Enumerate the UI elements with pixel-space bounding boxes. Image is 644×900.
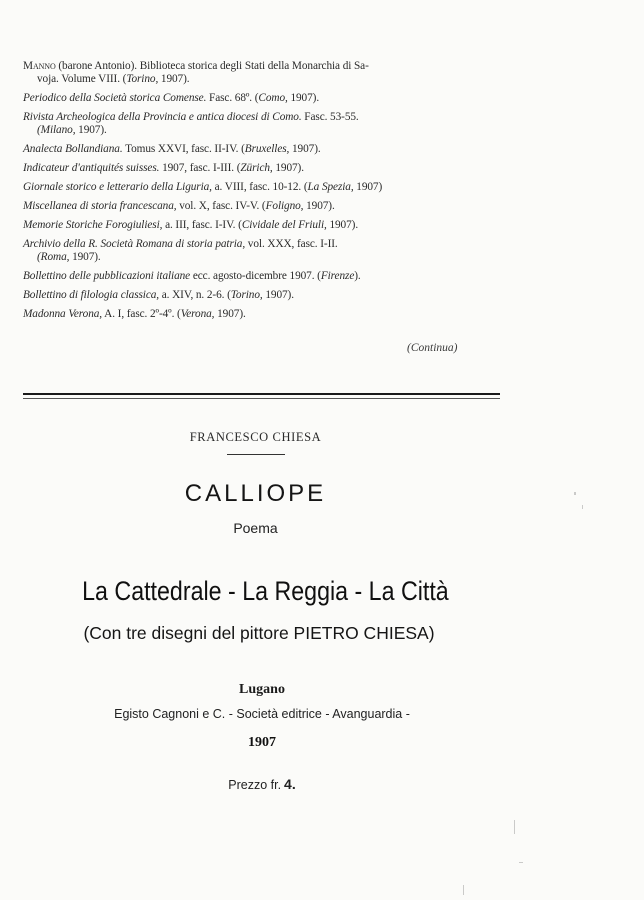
reference-text: (barone Antonio). Biblioteca storica degli Stati della Monarchia di Sa- bbox=[55, 60, 369, 72]
reference-title: Miscellanea di storia francescana, bbox=[23, 200, 177, 212]
reference-details: a. VIII, fasc. 10-12. ( bbox=[211, 181, 308, 193]
reference-title: Periodico della Società storica Comense. bbox=[23, 92, 207, 104]
reference-year: 1907). bbox=[303, 200, 335, 212]
reference-entry bbox=[23, 60, 498, 86]
reference-details: vol. XXX, fasc. I-II. bbox=[245, 238, 338, 250]
reference-year: 1907). bbox=[262, 289, 294, 301]
reference-place: Torino, bbox=[230, 289, 263, 301]
reference-details: vol. X, fasc. IV-V. ( bbox=[176, 200, 266, 212]
advert-publisher: Egisto Cagnoni e C. - Società editrice - Avanguardia - bbox=[114, 707, 410, 721]
reference-year: 1907). bbox=[272, 162, 304, 174]
reference-entry bbox=[23, 289, 498, 302]
price-label: Prezzo fr. bbox=[228, 778, 282, 792]
reference-place: Zürich, bbox=[240, 162, 273, 174]
reference-entry bbox=[23, 200, 498, 213]
reference-title: Bollettino delle pubblicazioni italiane bbox=[23, 270, 191, 282]
advert-author: FRANCESCO CHIESA bbox=[189, 430, 322, 444]
paper-speck bbox=[519, 862, 523, 863]
reference-details: 1907, fasc. I-III. ( bbox=[159, 162, 241, 174]
reference-title: Giornale storico e letterario della Liguria, bbox=[23, 181, 212, 193]
reference-place: Cividale del Friuli, bbox=[241, 219, 327, 231]
reference-place: Como, bbox=[258, 92, 288, 104]
reference-entry bbox=[23, 238, 498, 264]
reference-details: a. XIV, n. 2-6. ( bbox=[159, 289, 231, 301]
paper-speck bbox=[582, 505, 583, 509]
advert-subtitle: Poema bbox=[233, 520, 278, 536]
reference-place: La Spezia, bbox=[307, 181, 354, 193]
reference-entry bbox=[23, 219, 498, 232]
reference-entry bbox=[23, 270, 498, 283]
reference-entry bbox=[23, 162, 498, 175]
reference-year: ). bbox=[354, 270, 361, 282]
reference-entry bbox=[23, 181, 498, 194]
reference-continuation: (Milano, 1907). bbox=[37, 124, 107, 136]
divider-rule-thin bbox=[23, 398, 500, 399]
price-value: 4. bbox=[284, 776, 296, 792]
short-divider bbox=[227, 454, 285, 455]
reference-details: ecc. agosto-dicembre 1907. ( bbox=[190, 270, 321, 282]
paper-speck bbox=[463, 885, 464, 895]
advert-title: CALLIOPE bbox=[184, 480, 327, 507]
reference-place: Foligno, bbox=[265, 200, 304, 212]
reference-title: Bollettino di filologia classica, bbox=[23, 289, 160, 301]
reference-continuation: (Roma, 1907). bbox=[37, 251, 101, 263]
advert-price bbox=[0, 776, 524, 792]
reference-place: Verona, bbox=[180, 308, 215, 320]
reference-year: 1907) bbox=[353, 181, 383, 193]
reference-title: Archivio della R. Società Romana di storia patria, bbox=[23, 238, 246, 250]
reference-year: 1907). bbox=[326, 219, 359, 231]
reference-entry bbox=[23, 308, 498, 321]
reference-entry bbox=[23, 92, 498, 105]
reference-title: Indicateur d'antiquités suisses. bbox=[23, 162, 160, 174]
reference-year: 1907). bbox=[214, 308, 246, 320]
reference-place: Firenze bbox=[320, 270, 355, 282]
paper-speck bbox=[574, 492, 576, 495]
reference-title: Rivista Archeologica della Provincia e antica diocesi di Como. bbox=[23, 111, 302, 123]
reference-details: A. I, fasc. 2º-4º. ( bbox=[102, 308, 181, 320]
reference-details: a. III, fasc. I-IV. ( bbox=[162, 219, 242, 231]
reference-entry bbox=[23, 111, 498, 137]
reference-entry bbox=[23, 143, 498, 156]
divider-rule bbox=[23, 393, 500, 395]
reference-continuation: voja. Volume VIII. (Torino, 1907). bbox=[37, 73, 190, 85]
reference-place: Bruxelles, bbox=[244, 143, 290, 155]
reference-details: Fasc. 53-55. bbox=[301, 111, 359, 123]
advert-drawings: (Con tre disegni del pittore PIETRO CHIESA) bbox=[83, 623, 435, 643]
reference-title: Memorie Storiche Forogiuliesi, bbox=[23, 219, 163, 231]
reference-title: Analecta Bollandiana. bbox=[23, 143, 123, 155]
reference-title: Madonna Verona, bbox=[23, 308, 103, 320]
continua-note: (Continua) bbox=[407, 342, 458, 354]
reference-year: 1907). bbox=[289, 143, 321, 155]
paper-speck bbox=[514, 820, 515, 834]
advert-year: 1907 bbox=[248, 735, 276, 750]
reference-year: 1907). bbox=[287, 92, 320, 104]
reference-details: Tomus XXVI, fasc. II-IV. ( bbox=[122, 143, 245, 155]
advert-works: La Cattedrale - La Reggia - La Città bbox=[82, 576, 449, 606]
reference-details: Fasc. 68º. ( bbox=[206, 92, 259, 104]
advert-city: Lugano bbox=[239, 682, 285, 697]
references-list bbox=[23, 60, 498, 327]
reference-author: Manno bbox=[23, 60, 56, 72]
